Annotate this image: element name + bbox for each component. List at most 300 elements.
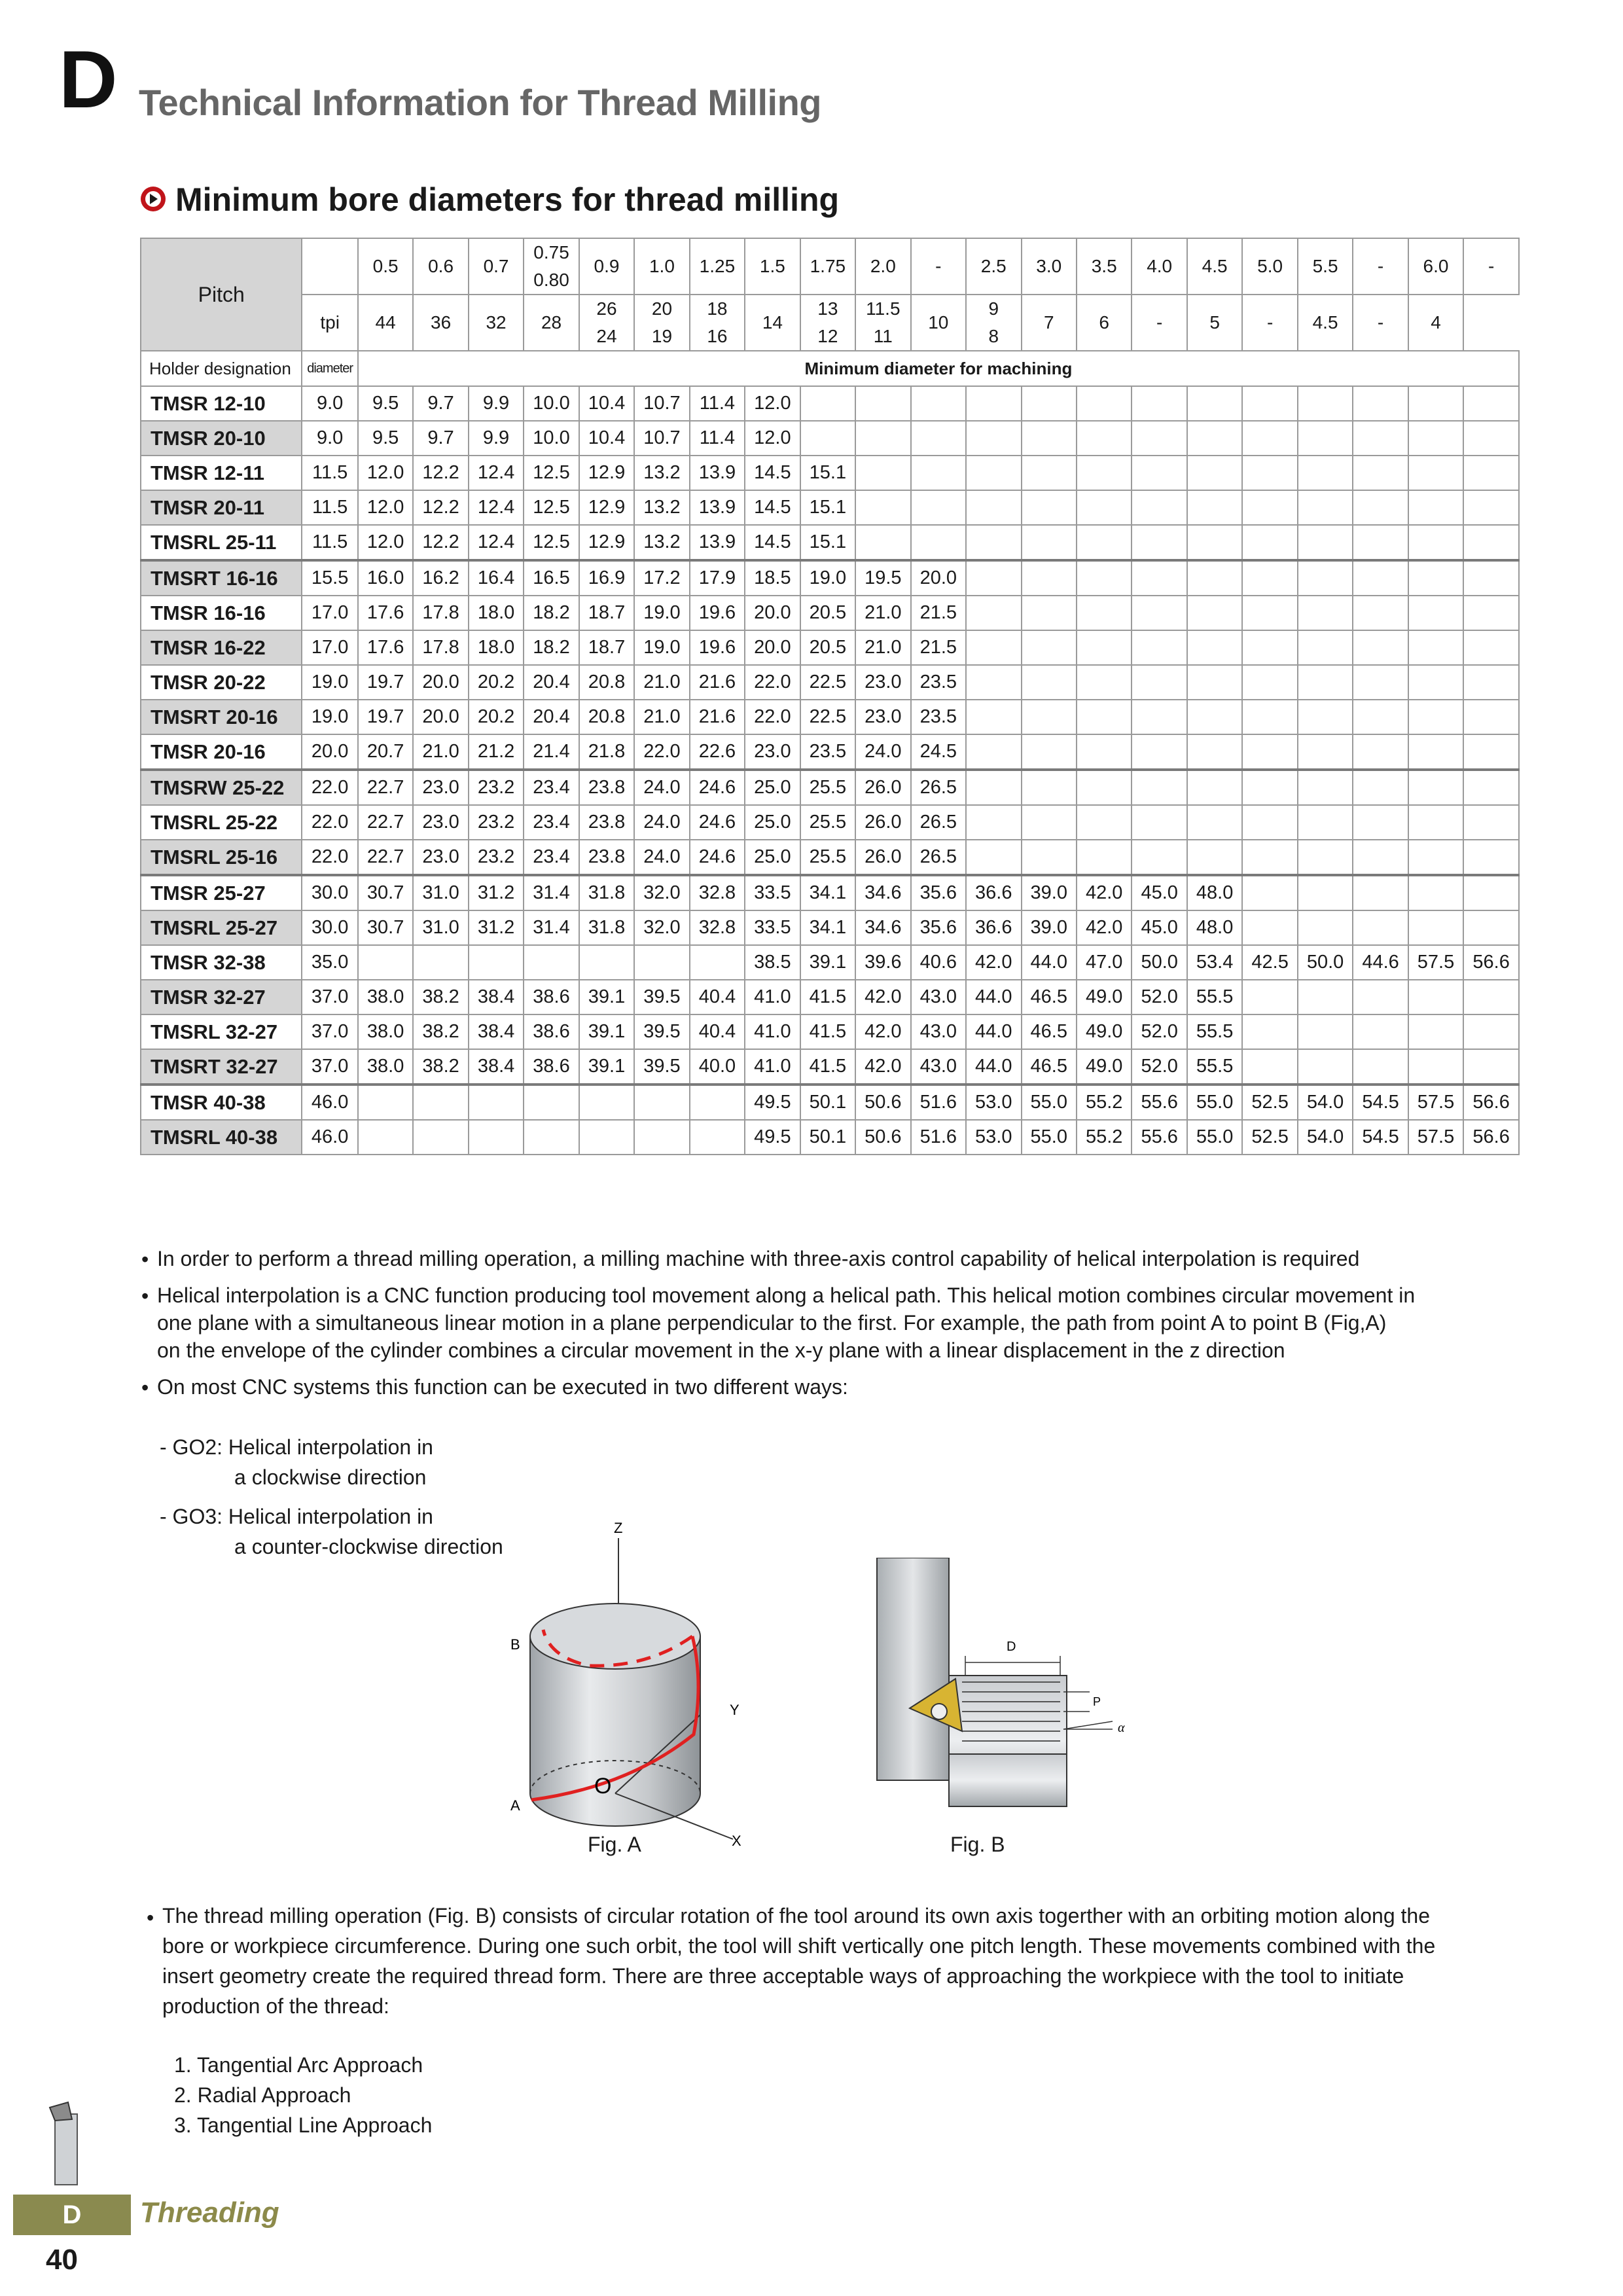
value-cell: 42.0	[855, 1014, 910, 1049]
tpi-header: tpi	[302, 295, 357, 351]
value-cell: 9.5	[358, 386, 413, 421]
tpi-cell: -	[1242, 295, 1297, 351]
value-cell: 39.1	[800, 945, 855, 980]
value-cell: 23.4	[524, 805, 579, 840]
table-row	[141, 700, 1519, 734]
value-cell: 55.2	[1077, 1120, 1132, 1155]
value-cell: 13.2	[634, 490, 689, 525]
value-cell: 18.5	[745, 560, 800, 596]
value-cell	[1408, 875, 1463, 910]
value-cell	[1077, 421, 1132, 456]
value-cell	[1242, 456, 1297, 490]
fig-a-caption: Fig. A	[588, 1833, 641, 1856]
value-cell: 50.1	[800, 1120, 855, 1155]
value-cell: 20.5	[800, 596, 855, 630]
value-cell: 38.4	[469, 980, 524, 1014]
approach-list-item-3: 3. Tangential Line Approach	[174, 2113, 433, 2137]
bullet-text-4d: production of the thread:	[162, 1994, 389, 2018]
value-cell	[1298, 700, 1353, 734]
value-cell	[1077, 805, 1132, 840]
value-cell: 45.0	[1132, 875, 1186, 910]
bullet-text-2c: on the envelope of the cylinder combines a circular movement in the x-y plane with a linear displacement in the z direction	[157, 1338, 1285, 1362]
value-cell: 57.5	[1408, 945, 1463, 980]
value-cell	[413, 1120, 468, 1155]
value-cell: 21.0	[413, 734, 468, 770]
value-cell	[1242, 630, 1297, 665]
value-cell	[1298, 734, 1353, 770]
table-row	[141, 805, 1519, 840]
value-cell: 21.8	[579, 734, 634, 770]
value-cell: 22.7	[358, 770, 413, 805]
value-cell	[1408, 840, 1463, 875]
tpi-cell: 18 16	[690, 295, 745, 351]
value-cell: 31.0	[413, 875, 468, 910]
value-cell	[1463, 596, 1519, 630]
value-cell	[1353, 596, 1408, 630]
designation-row	[141, 351, 1519, 386]
value-cell	[524, 1085, 579, 1120]
value-cell: 12.5	[524, 525, 579, 560]
value-cell: 18.0	[469, 596, 524, 630]
value-cell: 12.5	[524, 456, 579, 490]
pitch-cell: 4.5	[1187, 238, 1242, 295]
value-cell	[1187, 456, 1242, 490]
value-cell: 13.9	[690, 456, 745, 490]
value-cell: 20.0	[911, 560, 966, 596]
pitch-cell: -	[911, 238, 966, 295]
value-cell	[1408, 386, 1463, 421]
value-cell: 56.6	[1463, 1085, 1519, 1120]
value-cell: 13.2	[634, 525, 689, 560]
value-cell: 16.9	[579, 560, 634, 596]
value-cell: 20.0	[413, 700, 468, 734]
value-cell: 40.6	[911, 945, 966, 980]
helix-cylinder-figure	[484, 1518, 772, 1846]
value-cell	[1463, 840, 1519, 875]
value-cell: 20.0	[302, 734, 357, 770]
diameter-header: diameter	[302, 351, 357, 386]
value-cell: 41.5	[800, 1049, 855, 1085]
value-cell: 31.2	[469, 910, 524, 945]
holder-name-cell: TMSRT 20-16	[141, 700, 302, 734]
tpi-cell: 5	[1187, 295, 1242, 351]
value-cell: 55.5	[1187, 980, 1242, 1014]
value-cell	[1463, 980, 1519, 1014]
value-cell: 20.4	[524, 665, 579, 700]
value-cell: 41.5	[800, 1014, 855, 1049]
value-cell	[1353, 980, 1408, 1014]
value-cell	[1353, 910, 1408, 945]
value-cell: 10.4	[579, 386, 634, 421]
value-cell	[1132, 560, 1186, 596]
tpi-cell: 28	[524, 295, 579, 351]
value-cell: 20.8	[579, 700, 634, 734]
value-cell: 42.0	[1077, 910, 1132, 945]
holder-name-cell: TMSRL 32-27	[141, 1014, 302, 1049]
value-cell	[1408, 770, 1463, 805]
value-cell	[413, 945, 468, 980]
value-cell	[966, 805, 1021, 840]
pitch-unit-cell	[302, 238, 357, 295]
tpi-cell: -	[1353, 295, 1408, 351]
value-cell: 21.0	[634, 700, 689, 734]
value-cell: 19.6	[690, 630, 745, 665]
value-cell	[855, 525, 910, 560]
value-cell	[855, 421, 910, 456]
value-cell: 54.0	[1298, 1120, 1353, 1155]
pitch-cell: 0.9	[579, 238, 634, 295]
approach-list-item-2: 2. Radial Approach	[174, 2083, 351, 2107]
value-cell	[1132, 734, 1186, 770]
value-cell	[1022, 560, 1077, 596]
value-cell: 23.4	[524, 770, 579, 805]
value-cell: 10.0	[524, 421, 579, 456]
bullet-text-1: In order to perform a thread milling operation, a milling machine with three-axis control capability of helical interpolation is required	[157, 1247, 1360, 1270]
value-cell: 10.0	[524, 386, 579, 421]
value-cell	[1242, 805, 1297, 840]
value-cell	[579, 945, 634, 980]
value-cell: 9.7	[413, 386, 468, 421]
bullet-dot: •	[141, 1284, 149, 1308]
value-cell: 11.5	[302, 490, 357, 525]
tpi-cell: 20 19	[634, 295, 689, 351]
value-cell: 38.6	[524, 1049, 579, 1085]
value-cell: 46.5	[1022, 1014, 1077, 1049]
value-cell: 55.5	[1187, 1049, 1242, 1085]
value-cell	[1298, 1014, 1353, 1049]
value-cell	[579, 1120, 634, 1155]
value-cell	[690, 945, 745, 980]
tpi-cell: 32	[469, 295, 524, 351]
value-cell	[1022, 525, 1077, 560]
value-cell	[966, 840, 1021, 875]
value-cell: 41.0	[745, 1049, 800, 1085]
value-cell	[1077, 490, 1132, 525]
table-row	[141, 840, 1519, 875]
holder-name-cell: TMSR 40-38	[141, 1085, 302, 1120]
value-cell: 53.4	[1187, 945, 1242, 980]
value-cell: 12.9	[579, 456, 634, 490]
value-cell	[1408, 665, 1463, 700]
value-cell	[855, 490, 910, 525]
value-cell: 54.5	[1353, 1085, 1408, 1120]
pitch-cell: 1.0	[634, 238, 689, 295]
tpi-cell: -	[1132, 295, 1186, 351]
value-cell: 12.0	[745, 386, 800, 421]
value-cell: 39.1	[579, 1014, 634, 1049]
value-cell: 38.6	[524, 980, 579, 1014]
holder-name-cell: TMSRL 25-27	[141, 910, 302, 945]
value-cell	[1353, 1014, 1408, 1049]
value-cell: 11.5	[302, 525, 357, 560]
value-cell	[1077, 630, 1132, 665]
value-cell	[634, 945, 689, 980]
value-cell: 22.6	[690, 734, 745, 770]
bullet-dot: •	[141, 1376, 149, 1399]
value-cell	[358, 1120, 413, 1155]
value-cell: 20.4	[524, 700, 579, 734]
value-cell	[1353, 490, 1408, 525]
value-cell: 20.0	[745, 630, 800, 665]
value-cell	[1187, 770, 1242, 805]
value-cell: 12.9	[579, 525, 634, 560]
tpi-cell: 26 24	[579, 295, 634, 351]
value-cell: 37.0	[302, 1049, 357, 1085]
holder-name-cell: TMSR 32-27	[141, 980, 302, 1014]
value-cell	[1077, 665, 1132, 700]
value-cell	[1463, 770, 1519, 805]
dimension-d-label: D	[1007, 1640, 1016, 1654]
holder-name-cell: TMSR 16-22	[141, 630, 302, 665]
bullet-text-4: The thread milling operation (Fig. B) consists of circular rotation of fhe tool around its own axis togerther with an orbiting motion along the	[162, 1904, 1430, 1928]
pitch-cell: 1.75	[800, 238, 855, 295]
value-cell: 49.5	[745, 1120, 800, 1155]
value-cell: 49.0	[1077, 980, 1132, 1014]
value-cell: 19.0	[302, 665, 357, 700]
value-cell: 38.4	[469, 1049, 524, 1085]
value-cell	[1022, 665, 1077, 700]
value-cell	[1353, 665, 1408, 700]
value-cell: 50.0	[1298, 945, 1353, 980]
value-cell	[1077, 525, 1132, 560]
bullet-text-2b: one plane with a simultaneous linear motion in a plane perpendicular to the first. For example, the path from point A to point B (Fig,A)	[157, 1311, 1387, 1335]
table-row	[141, 665, 1519, 700]
value-cell: 12.2	[413, 525, 468, 560]
value-cell	[690, 1120, 745, 1155]
value-cell: 38.0	[358, 1014, 413, 1049]
value-cell	[1132, 456, 1186, 490]
value-cell: 20.2	[469, 700, 524, 734]
value-cell	[1463, 910, 1519, 945]
pitch-cell: 1.5	[745, 238, 800, 295]
value-cell: 18.0	[469, 630, 524, 665]
axis-x-label: X	[732, 1833, 741, 1846]
value-cell: 9.5	[358, 421, 413, 456]
g03-line-2: a counter-clockwise direction	[234, 1535, 503, 1558]
value-cell	[1298, 805, 1353, 840]
value-cell	[1132, 596, 1186, 630]
value-cell: 21.6	[690, 700, 745, 734]
value-cell: 44.0	[1022, 945, 1077, 980]
value-cell	[1408, 596, 1463, 630]
value-cell	[1408, 700, 1463, 734]
tpi-cell: 10	[911, 295, 966, 351]
pitch-cell: 0.75 0.80	[524, 238, 579, 295]
value-cell: 38.0	[358, 980, 413, 1014]
value-cell: 37.0	[302, 1014, 357, 1049]
value-cell: 22.0	[745, 700, 800, 734]
value-cell: 41.5	[800, 980, 855, 1014]
value-cell: 9.0	[302, 421, 357, 456]
value-cell: 44.6	[1353, 945, 1408, 980]
value-cell	[1298, 980, 1353, 1014]
value-cell: 52.0	[1132, 980, 1186, 1014]
value-cell: 44.0	[966, 1014, 1021, 1049]
value-cell: 51.6	[911, 1085, 966, 1120]
value-cell	[1077, 560, 1132, 596]
value-cell: 12.4	[469, 490, 524, 525]
value-cell: 23.5	[800, 734, 855, 770]
minimum-diameter-header: Minimum diameter for machining	[358, 351, 1519, 386]
holder-name-cell: TMSRL 25-16	[141, 840, 302, 875]
origin-label: O	[594, 1774, 612, 1799]
value-cell: 13.9	[690, 490, 745, 525]
holder-name-cell: TMSR 20-16	[141, 734, 302, 770]
table-row	[141, 980, 1519, 1014]
holder-name-cell: TMSR 12-10	[141, 386, 302, 421]
value-cell: 19.5	[855, 560, 910, 596]
value-cell: 17.2	[634, 560, 689, 596]
value-cell: 42.0	[966, 945, 1021, 980]
holder-name-cell: TMSR 12-11	[141, 456, 302, 490]
value-cell	[1408, 456, 1463, 490]
holder-name-cell: TMSRW 25-22	[141, 770, 302, 805]
value-cell: 26.5	[911, 805, 966, 840]
value-cell	[1022, 630, 1077, 665]
value-cell	[1408, 1014, 1463, 1049]
value-cell	[1187, 734, 1242, 770]
value-cell: 55.0	[1187, 1085, 1242, 1120]
value-cell: 12.4	[469, 525, 524, 560]
value-cell	[1353, 700, 1408, 734]
value-cell: 9.9	[469, 386, 524, 421]
value-cell	[1408, 421, 1463, 456]
value-cell: 25.0	[745, 840, 800, 875]
value-cell: 21.5	[911, 630, 966, 665]
tpi-cell: 14	[745, 295, 800, 351]
value-cell: 19.0	[634, 630, 689, 665]
value-cell: 25.0	[745, 770, 800, 805]
pitch-cell: 0.5	[358, 238, 413, 295]
value-cell	[1353, 560, 1408, 596]
value-cell: 12.0	[745, 421, 800, 456]
value-cell: 31.2	[469, 875, 524, 910]
value-cell: 39.1	[579, 980, 634, 1014]
value-cell: 23.2	[469, 805, 524, 840]
value-cell: 12.5	[524, 490, 579, 525]
table-row	[141, 1085, 1519, 1120]
value-cell: 56.6	[1463, 945, 1519, 980]
value-cell	[1187, 805, 1242, 840]
value-cell: 40.4	[690, 980, 745, 1014]
value-cell	[1463, 734, 1519, 770]
value-cell	[1022, 700, 1077, 734]
value-cell: 21.0	[855, 596, 910, 630]
value-cell	[1077, 734, 1132, 770]
value-cell: 35.0	[302, 945, 357, 980]
value-cell: 24.0	[855, 734, 910, 770]
value-cell	[1022, 421, 1077, 456]
value-cell	[1242, 910, 1297, 945]
value-cell: 24.0	[634, 805, 689, 840]
value-cell: 38.2	[413, 1049, 468, 1085]
bullet-dot: •	[147, 1906, 154, 1929]
value-cell	[966, 560, 1021, 596]
pitch-cell: -	[1463, 238, 1519, 295]
value-cell: 18.2	[524, 630, 579, 665]
value-cell	[1463, 630, 1519, 665]
holder-designation-header: Holder designation	[141, 351, 302, 386]
value-cell: 31.4	[524, 910, 579, 945]
pitch-cell: 4.0	[1132, 238, 1186, 295]
g03-line-1: - GO3: Helical interpolation in	[160, 1505, 433, 1528]
table-row	[141, 945, 1519, 980]
value-cell	[1242, 490, 1297, 525]
value-cell	[1187, 386, 1242, 421]
value-cell: 39.5	[634, 1049, 689, 1085]
section-title: Minimum bore diameters for thread milling	[175, 181, 840, 218]
tpi-row	[141, 295, 1519, 351]
value-cell: 36.6	[966, 875, 1021, 910]
value-cell	[524, 945, 579, 980]
value-cell	[1353, 525, 1408, 560]
value-cell: 19.7	[358, 700, 413, 734]
point-a-label: A	[510, 1797, 520, 1814]
holder-name-cell: TMSR 16-16	[141, 596, 302, 630]
value-cell	[1187, 560, 1242, 596]
approach-list-item-1: 1. Tangential Arc Approach	[174, 2053, 423, 2077]
value-cell: 33.5	[745, 875, 800, 910]
value-cell	[1298, 840, 1353, 875]
value-cell	[469, 1085, 524, 1120]
value-cell	[1353, 805, 1408, 840]
tpi-cell: 13 12	[800, 295, 855, 351]
value-cell: 11.5	[302, 456, 357, 490]
value-cell: 14.5	[745, 525, 800, 560]
value-cell	[469, 945, 524, 980]
value-cell: 37.0	[302, 980, 357, 1014]
value-cell: 44.0	[966, 1049, 1021, 1085]
value-cell	[1022, 770, 1077, 805]
value-cell	[911, 386, 966, 421]
value-cell: 11.4	[690, 386, 745, 421]
value-cell	[524, 1120, 579, 1155]
value-cell: 34.1	[800, 910, 855, 945]
value-cell: 24.6	[690, 770, 745, 805]
value-cell: 50.0	[1132, 945, 1186, 980]
value-cell: 55.6	[1132, 1085, 1186, 1120]
value-cell	[1463, 421, 1519, 456]
value-cell: 55.0	[1187, 1120, 1242, 1155]
value-cell: 32.0	[634, 910, 689, 945]
value-cell: 56.6	[1463, 1120, 1519, 1155]
value-cell: 53.0	[966, 1085, 1021, 1120]
axis-y-label: Y	[730, 1702, 740, 1718]
value-cell: 25.0	[745, 805, 800, 840]
pitch-cell: 5.0	[1242, 238, 1297, 295]
value-cell	[1242, 386, 1297, 421]
value-cell	[1242, 596, 1297, 630]
value-cell: 23.5	[911, 700, 966, 734]
value-cell: 19.6	[690, 596, 745, 630]
value-cell: 23.2	[469, 770, 524, 805]
value-cell: 16.0	[358, 560, 413, 596]
value-cell: 22.0	[745, 665, 800, 700]
holder-name-cell: TMSR 20-22	[141, 665, 302, 700]
value-cell: 32.0	[634, 875, 689, 910]
value-cell: 35.6	[911, 875, 966, 910]
value-cell: 15.1	[800, 490, 855, 525]
value-cell	[1242, 1014, 1297, 1049]
tpi-cell: 9 8	[966, 295, 1021, 351]
holder-name-cell: TMSR 32-38	[141, 945, 302, 980]
value-cell: 22.0	[302, 770, 357, 805]
value-cell	[1242, 525, 1297, 560]
value-cell: 42.0	[855, 980, 910, 1014]
value-cell	[966, 770, 1021, 805]
value-cell: 17.8	[413, 630, 468, 665]
value-cell: 39.0	[1022, 910, 1077, 945]
